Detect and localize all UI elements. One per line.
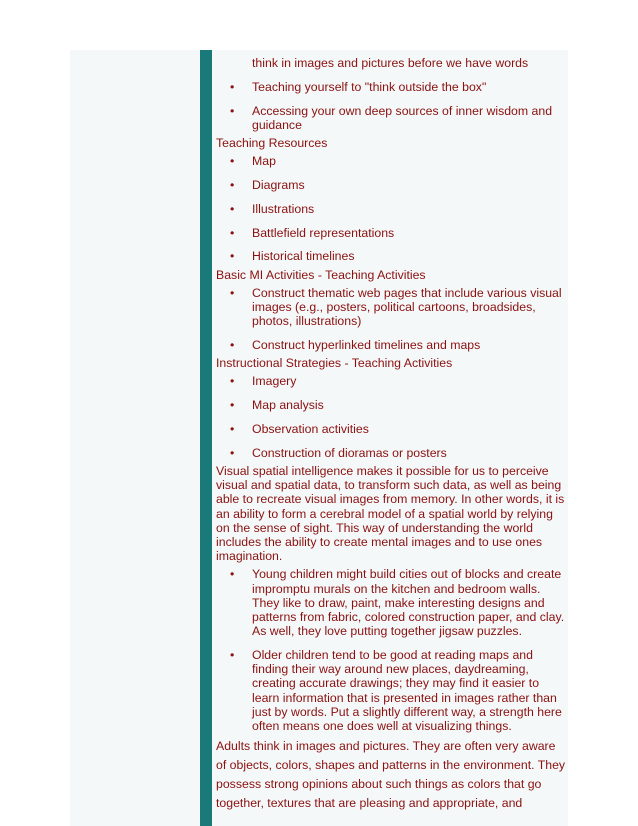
list-item: • Older children tend to be good at reading maps and finding their way around new places, daydreaming, creating accurate drawings; they may find it easier to learn information that is presented in images rather than just by words. Put a slightly different way, a strength here often means one does well at visualizing things. [216,648,566,733]
list-item: • Observation activities [216,422,566,436]
instructional-strategies-list [216,374,566,460]
basic-mi-list [216,286,566,352]
basic-mi-heading: Basic MI Activities - Teaching Activities [216,267,426,282]
children-list [216,567,566,733]
adults-paragraph: Adults think in images and pictures. They are often very aware of objects, colors, shapes and patterns in the environment. They possess strong opinions about such things as colors that go together, textures that are pleasing and appropriate, and [216,739,566,811]
list-item: • Illustrations [216,202,566,216]
list-item: • Teaching yourself to "think outside the box" [216,80,566,94]
top-list [216,80,566,132]
left-accent-bar [200,50,212,826]
list-item: • Young children might build cities out of blocks and create impromptu murals on the kitchen and bedroom walls. They like to draw, paint, make interesting designs and patterns from fabric, colored construction paper, and clay. As well, they love putting together jigsaw puzzles. [216,567,566,638]
list-item: • Diagrams [216,178,566,192]
teaching-resources-heading: Teaching Resources [216,136,328,150]
list-item: • Map [216,154,566,168]
list-item: • Construct thematic web pages that include various visual images (e.g., posters, political cartoons, broadsides, photos, illustrations) [216,286,566,329]
list-item: • Battlefield representations [216,226,566,240]
list-item: • Imagery [216,374,566,388]
list-item: • Construction of dioramas or posters [216,446,566,460]
list-item: • Historical timelines [216,249,566,263]
list-item-continuation: think in images and pictures before we have words [252,56,529,70]
document-content [216,56,566,813]
instructional-strategies-heading: Instructional Strategies - Teaching Activities [216,356,453,371]
list-item: • Construct hyperlinked timelines and maps [216,338,566,352]
visual-spatial-paragraph: Visual spatial intelligence makes it possible for us to perceive visual and spatial data, to transform such data, as well as being able to recreate visual images from memory. In other words, it is an ability to form a cerebral model of a spatial world by relying on the sense of sight. This way of understanding the world includes the ability to create mental images and to use ones imagination. [216,464,565,564]
list-item: • Map analysis [216,398,566,412]
teaching-resources-list [216,154,566,263]
list-item: • Accessing your own deep sources of inner wisdom and guidance [216,104,566,132]
